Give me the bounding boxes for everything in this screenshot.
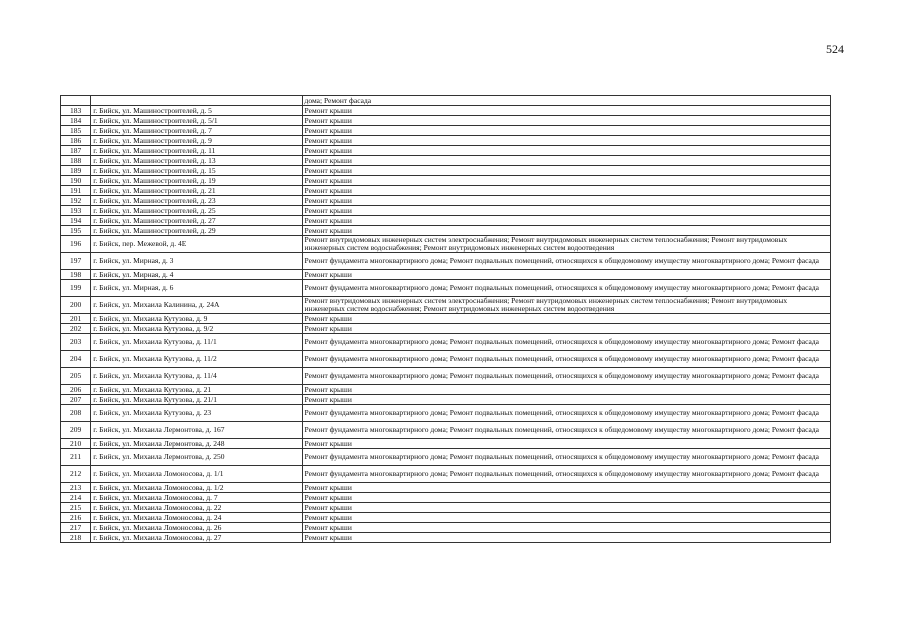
- row-work: Ремонт крыши: [302, 116, 830, 126]
- row-work: Ремонт фундамента многоквартирного дома; Ремонт подвальных помещений, относящихся к общедомовому имуществу многоквартирного дома; Ремонт фасада: [302, 351, 830, 368]
- row-number: 201: [61, 314, 91, 324]
- row-work: Ремонт крыши: [302, 176, 830, 186]
- row-number: 209: [61, 422, 91, 439]
- row-address: г. Бийск, ул. Михаила Ломоносова, д. 1/2: [91, 483, 302, 493]
- table-row: [61, 385, 831, 395]
- row-address: г. Бийск, ул. Михаила Ломоносова, д. 22: [91, 503, 302, 513]
- row-address: г. Бийск, ул. Михаила Лермонтова, д. 167: [91, 422, 302, 439]
- row-work: Ремонт крыши: [302, 206, 830, 216]
- table-row: [61, 126, 831, 136]
- table-row: [61, 96, 831, 106]
- row-address: [91, 96, 302, 106]
- table-row: [61, 503, 831, 513]
- row-address: г. Бийск, ул. Михаила Кутузова, д. 9/2: [91, 324, 302, 334]
- row-number: 212: [61, 466, 91, 483]
- row-address: г. Бийск, ул. Мирная, д. 3: [91, 253, 302, 270]
- table-row: [61, 334, 831, 351]
- row-work: Ремонт крыши: [302, 439, 830, 449]
- row-work: Ремонт фундамента многоквартирного дома; Ремонт подвальных помещений, относящихся к общедомовому имуществу многоквартирного дома; Ремонт фасада: [302, 405, 830, 422]
- row-work: дома; Ремонт фасада: [302, 96, 830, 106]
- repair-table: [60, 95, 831, 543]
- row-work: Ремонт крыши: [302, 106, 830, 116]
- row-address: г. Бийск, ул. Михаила Кутузова, д. 23: [91, 405, 302, 422]
- row-address: г. Бийск, ул. Михаила Кутузова, д. 21/1: [91, 395, 302, 405]
- row-number: 214: [61, 493, 91, 503]
- row-address: г. Бийск, пер. Межевой, д. 4Е: [91, 236, 302, 253]
- row-address: г. Бийск, ул. Машиностроителей, д. 15: [91, 166, 302, 176]
- row-work: Ремонт крыши: [302, 314, 830, 324]
- row-work: Ремонт фундамента многоквартирного дома; Ремонт подвальных помещений, относящихся к общедомовому имуществу многоквартирного дома; Ремонт фасада: [302, 466, 830, 483]
- row-address: г. Бийск, ул. Машиностроителей, д. 29: [91, 226, 302, 236]
- row-address: г. Бийск, ул. Машиностроителей, д. 27: [91, 216, 302, 226]
- row-work: Ремонт крыши: [302, 483, 830, 493]
- row-number: 217: [61, 523, 91, 533]
- row-work: Ремонт фундамента многоквартирного дома; Ремонт подвальных помещений, относящихся к общедомовому имуществу многоквартирного дома; Ремонт фасада: [302, 334, 830, 351]
- row-work: Ремонт крыши: [302, 126, 830, 136]
- row-number: 210: [61, 439, 91, 449]
- row-number: 191: [61, 186, 91, 196]
- row-number: 199: [61, 280, 91, 297]
- table-row: [61, 270, 831, 280]
- row-work: Ремонт крыши: [302, 226, 830, 236]
- row-number: 186: [61, 136, 91, 146]
- table-row: [61, 513, 831, 523]
- row-work: Ремонт крыши: [302, 324, 830, 334]
- table-row: [61, 280, 831, 297]
- table-body: [61, 96, 831, 543]
- row-number: 198: [61, 270, 91, 280]
- row-number: [61, 96, 91, 106]
- row-number: 193: [61, 206, 91, 216]
- row-address: г. Бийск, ул. Машиностроителей, д. 7: [91, 126, 302, 136]
- row-work: Ремонт крыши: [302, 493, 830, 503]
- row-number: 213: [61, 483, 91, 493]
- row-work: Ремонт крыши: [302, 385, 830, 395]
- row-number: 207: [61, 395, 91, 405]
- row-work: Ремонт фундамента многоквартирного дома; Ремонт подвальных помещений, относящихся к общедомовому имуществу многоквартирного дома; Ремонт фасада: [302, 253, 830, 270]
- row-address: г. Бийск, ул. Михаила Кутузова, д. 11/2: [91, 351, 302, 368]
- table-row: [61, 449, 831, 466]
- row-work: Ремонт крыши: [302, 395, 830, 405]
- row-work: Ремонт внутридомовых инженерных систем электроснабжения; Ремонт внутридомовых инженерных систем теплоснабжения; Ремонт внутридомовых инженерных систем водоснабжения; Ремонт внутридомовых инженерных систем водоотведения: [302, 297, 830, 314]
- row-work: Ремонт крыши: [302, 146, 830, 156]
- row-number: 218: [61, 533, 91, 543]
- row-address: г. Бийск, ул. Михаила Ломоносова, д. 7: [91, 493, 302, 503]
- table-row: [61, 405, 831, 422]
- row-number: 211: [61, 449, 91, 466]
- row-number: 194: [61, 216, 91, 226]
- table-row: [61, 523, 831, 533]
- row-number: 189: [61, 166, 91, 176]
- table-row: [61, 324, 831, 334]
- row-address: г. Бийск, ул. Мирная, д. 6: [91, 280, 302, 297]
- row-number: 205: [61, 368, 91, 385]
- row-address: г. Бийск, ул. Михаила Кутузова, д. 11/4: [91, 368, 302, 385]
- table-row: [61, 297, 831, 314]
- table-row: [61, 533, 831, 543]
- row-work: Ремонт крыши: [302, 270, 830, 280]
- row-work: Ремонт крыши: [302, 186, 830, 196]
- row-number: 206: [61, 385, 91, 395]
- table-row: [61, 395, 831, 405]
- table-row: [61, 314, 831, 324]
- row-work: Ремонт крыши: [302, 136, 830, 146]
- row-work: Ремонт крыши: [302, 196, 830, 206]
- row-number: 195: [61, 226, 91, 236]
- table-row: [61, 422, 831, 439]
- row-number: 185: [61, 126, 91, 136]
- row-number: 200: [61, 297, 91, 314]
- row-address: г. Бийск, ул. Машиностроителей, д. 11: [91, 146, 302, 156]
- row-work: Ремонт фундамента многоквартирного дома; Ремонт подвальных помещений, относящихся к общедомовому имуществу многоквартирного дома; Ремонт фасада: [302, 280, 830, 297]
- row-address: г. Бийск, ул. Машиностроителей, д. 5/1: [91, 116, 302, 126]
- table-row: [61, 166, 831, 176]
- row-number: 183: [61, 106, 91, 116]
- table-row: [61, 368, 831, 385]
- table-row: [61, 226, 831, 236]
- row-address: г. Бийск, ул. Машиностроителей, д. 5: [91, 106, 302, 116]
- table-row: [61, 176, 831, 186]
- table-row: [61, 156, 831, 166]
- row-address: г. Бийск, ул. Михаила Ломоносова, д. 26: [91, 523, 302, 533]
- row-address: г. Бийск, ул. Мирная, д. 4: [91, 270, 302, 280]
- row-address: г. Бийск, ул. Машиностроителей, д. 21: [91, 186, 302, 196]
- row-address: г. Бийск, ул. Машиностроителей, д. 23: [91, 196, 302, 206]
- row-number: 216: [61, 513, 91, 523]
- row-address: г. Бийск, ул. Михаила Калинина, д. 24А: [91, 297, 302, 314]
- row-address: г. Бийск, ул. Михаила Кутузова, д. 21: [91, 385, 302, 395]
- row-number: 188: [61, 156, 91, 166]
- row-work: Ремонт крыши: [302, 216, 830, 226]
- row-address: г. Бийск, ул. Михаила Кутузова, д. 11/1: [91, 334, 302, 351]
- table-row: [61, 186, 831, 196]
- table-row: [61, 216, 831, 226]
- row-address: г. Бийск, ул. Михаила Кутузова, д. 9: [91, 314, 302, 324]
- row-number: 202: [61, 324, 91, 334]
- row-address: г. Бийск, ул. Машиностроителей, д. 19: [91, 176, 302, 186]
- table-row: [61, 236, 831, 253]
- row-number: 197: [61, 253, 91, 270]
- row-work: Ремонт крыши: [302, 156, 830, 166]
- row-address: г. Бийск, ул. Михаила Лермонтова, д. 248: [91, 439, 302, 449]
- table-row: [61, 106, 831, 116]
- table-row: [61, 253, 831, 270]
- table-row: [61, 206, 831, 216]
- table-row: [61, 493, 831, 503]
- row-number: 196: [61, 236, 91, 253]
- row-address: г. Бийск, ул. Михаила Ломоносова, д. 27: [91, 533, 302, 543]
- page-number: 524: [826, 42, 844, 56]
- row-number: 190: [61, 176, 91, 186]
- row-number: 204: [61, 351, 91, 368]
- row-number: 215: [61, 503, 91, 513]
- row-address: г. Бийск, ул. Машиностроителей, д. 9: [91, 136, 302, 146]
- row-work: Ремонт крыши: [302, 503, 830, 513]
- table-row: [61, 146, 831, 156]
- row-work: Ремонт внутридомовых инженерных систем электроснабжения; Ремонт внутридомовых инженерных систем теплоснабжения; Ремонт внутридомовых инженерных систем водоснабжения; Ремонт внутридомовых инженерных систем водоотведения: [302, 236, 830, 253]
- row-address: г. Бийск, ул. Михаила Ломоносова, д. 1/1: [91, 466, 302, 483]
- row-number: 208: [61, 405, 91, 422]
- table-row: [61, 196, 831, 206]
- table-row: [61, 116, 831, 126]
- row-work: Ремонт крыши: [302, 523, 830, 533]
- table-row: [61, 439, 831, 449]
- table-row: [61, 483, 831, 493]
- row-work: Ремонт фундамента многоквартирного дома; Ремонт подвальных помещений, относящихся к общедомовому имуществу многоквартирного дома; Ремонт фасада: [302, 449, 830, 466]
- table-row: [61, 466, 831, 483]
- row-address: г. Бийск, ул. Михаила Лермонтова, д. 250: [91, 449, 302, 466]
- row-number: 192: [61, 196, 91, 206]
- row-address: г. Бийск, ул. Машиностроителей, д. 13: [91, 156, 302, 166]
- row-address: г. Бийск, ул. Машиностроителей, д. 25: [91, 206, 302, 216]
- table-row: [61, 136, 831, 146]
- row-work: Ремонт крыши: [302, 166, 830, 176]
- row-work: Ремонт крыши: [302, 533, 830, 543]
- row-number: 203: [61, 334, 91, 351]
- row-work: Ремонт фундамента многоквартирного дома; Ремонт подвальных помещений, относящихся к общедомовому имуществу многоквартирного дома; Ремонт фасада: [302, 422, 830, 439]
- row-number: 187: [61, 146, 91, 156]
- row-work: Ремонт фундамента многоквартирного дома; Ремонт подвальных помещений, относящихся к общедомовому имуществу многоквартирного дома; Ремонт фасада: [302, 368, 830, 385]
- row-address: г. Бийск, ул. Михаила Ломоносова, д. 24: [91, 513, 302, 523]
- table-row: [61, 351, 831, 368]
- row-number: 184: [61, 116, 91, 126]
- row-work: Ремонт крыши: [302, 513, 830, 523]
